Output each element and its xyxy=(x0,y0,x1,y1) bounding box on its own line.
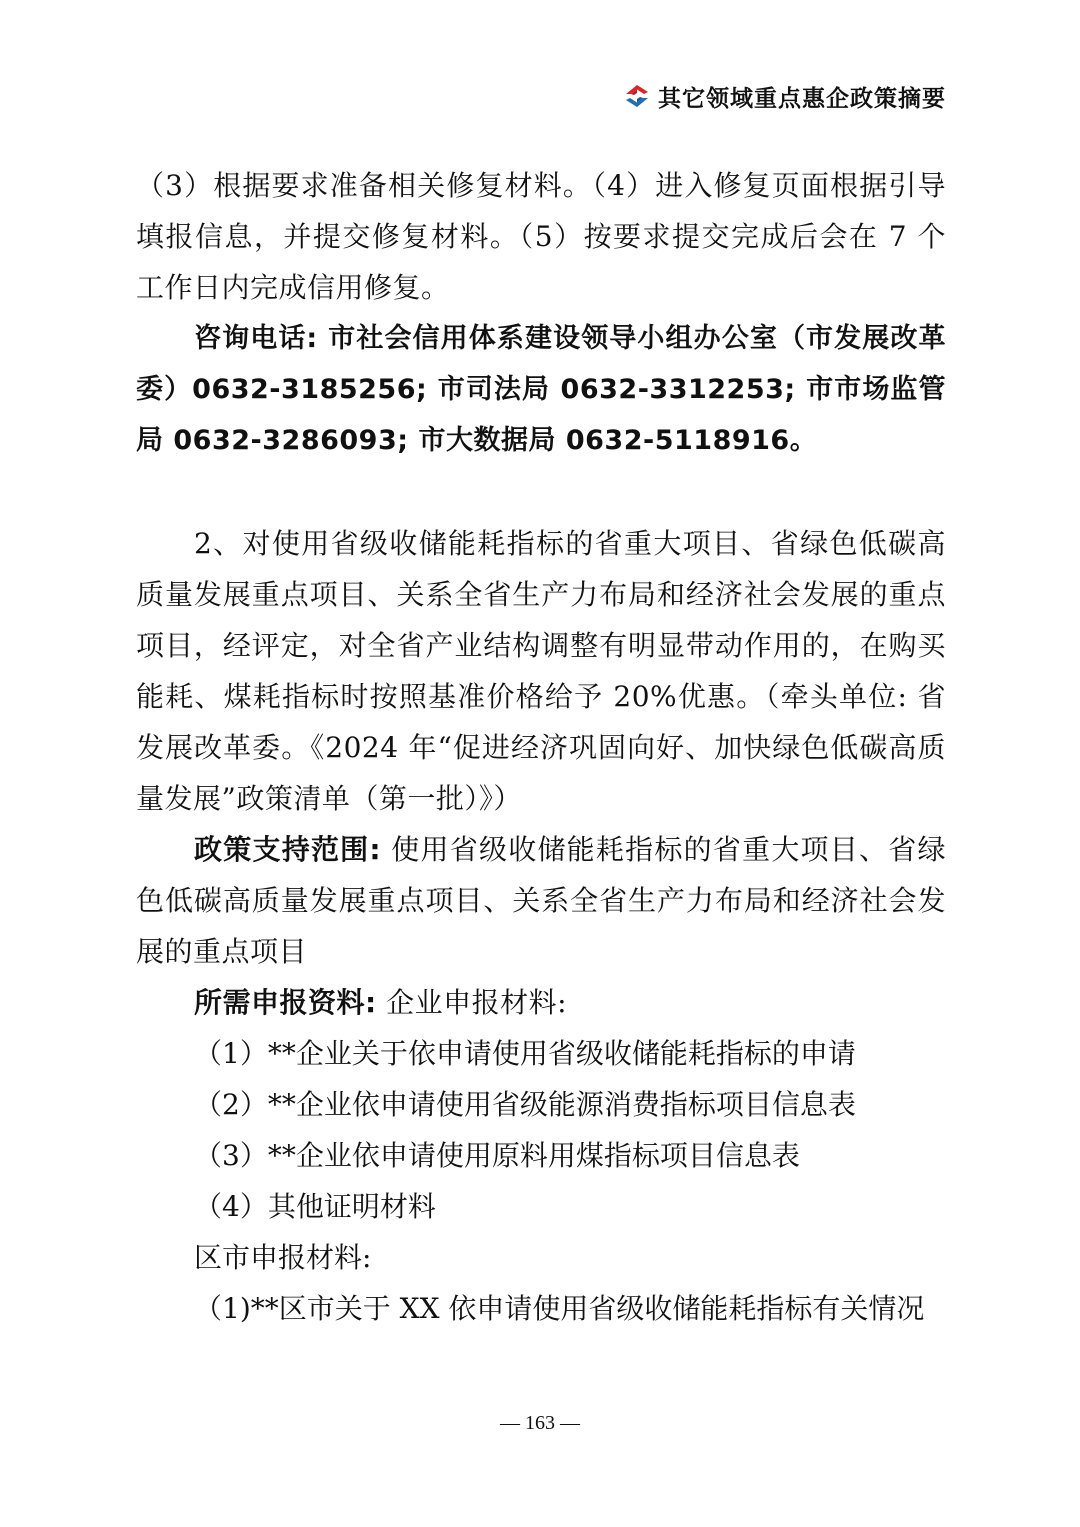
scope-text: 使用省级收储能耗指标的省重大项目、省绿色低碳高质量发展重点项目、关系全省生产力布局和经济社会发展的重点项目 xyxy=(136,833,947,968)
scope-label: 政策支持范围: xyxy=(194,833,382,866)
materials-label: 所需申报资料: xyxy=(194,986,377,1019)
list-item: （3）**企业依申请使用原料用煤指标项目信息表 xyxy=(194,1139,800,1172)
list-item: （1)**区市关于 XX 依申请使用省级收储能耗指标有关情况 xyxy=(194,1292,925,1325)
district-materials-label: 区市申报材料: xyxy=(194,1241,372,1274)
section-spacer xyxy=(136,466,946,518)
page-header xyxy=(622,76,946,116)
scope-paragraph xyxy=(136,824,946,977)
header-title: 其它领域重点惠企政策摘要 xyxy=(658,85,946,112)
policy-intro-paragraph: 2、对使用省级收储能耗指标的省重大项目、省绿色低碳高质量发展重点项目、关系全省生产力布局和经济社会发展的重点项目，经评定，对全省产业结构调整有明显带动作用的，在购买能耗、煤耗指标时按照基准价格给予 20%优惠。（牵头单位: 省发展改革委。《2024 年“促进经济巩固向好、加快绿色低碳高质量发展”政策清单（第一批）》） xyxy=(136,527,946,815)
list-item: （4）其他证明材料 xyxy=(194,1190,436,1223)
materials-text: 企业申报材料: xyxy=(376,986,568,1019)
list-item: （1）**企业关于依申请使用省级收储能耗指标的申请 xyxy=(194,1037,856,1070)
list-item: （2）**企业依申请使用省级能源消费指标项目信息表 xyxy=(194,1088,856,1121)
contact-label: 咨询电话: xyxy=(194,323,318,354)
contact-text: 市社会信用体系建设领导小组办公室（市发展改革委）0632-3185256; 市司法局 0632-3312253; 市市场监管局 0632-3286093; 市大数据局 0632-5118916。 xyxy=(136,323,946,456)
contact-paragraph xyxy=(136,313,946,466)
materials-paragraph xyxy=(136,977,946,1028)
steps-paragraph: （3）根据要求准备相关修复材料。（4）进入修复页面根据引导填报信息，并提交修复材料。（5）按要求提交完成后会在 7 个工作日内完成信用修复。 xyxy=(136,169,946,304)
page-number: — 163 — xyxy=(500,1412,580,1434)
document-body xyxy=(136,160,946,1334)
red-blue-arrows-logo-icon xyxy=(622,81,652,111)
